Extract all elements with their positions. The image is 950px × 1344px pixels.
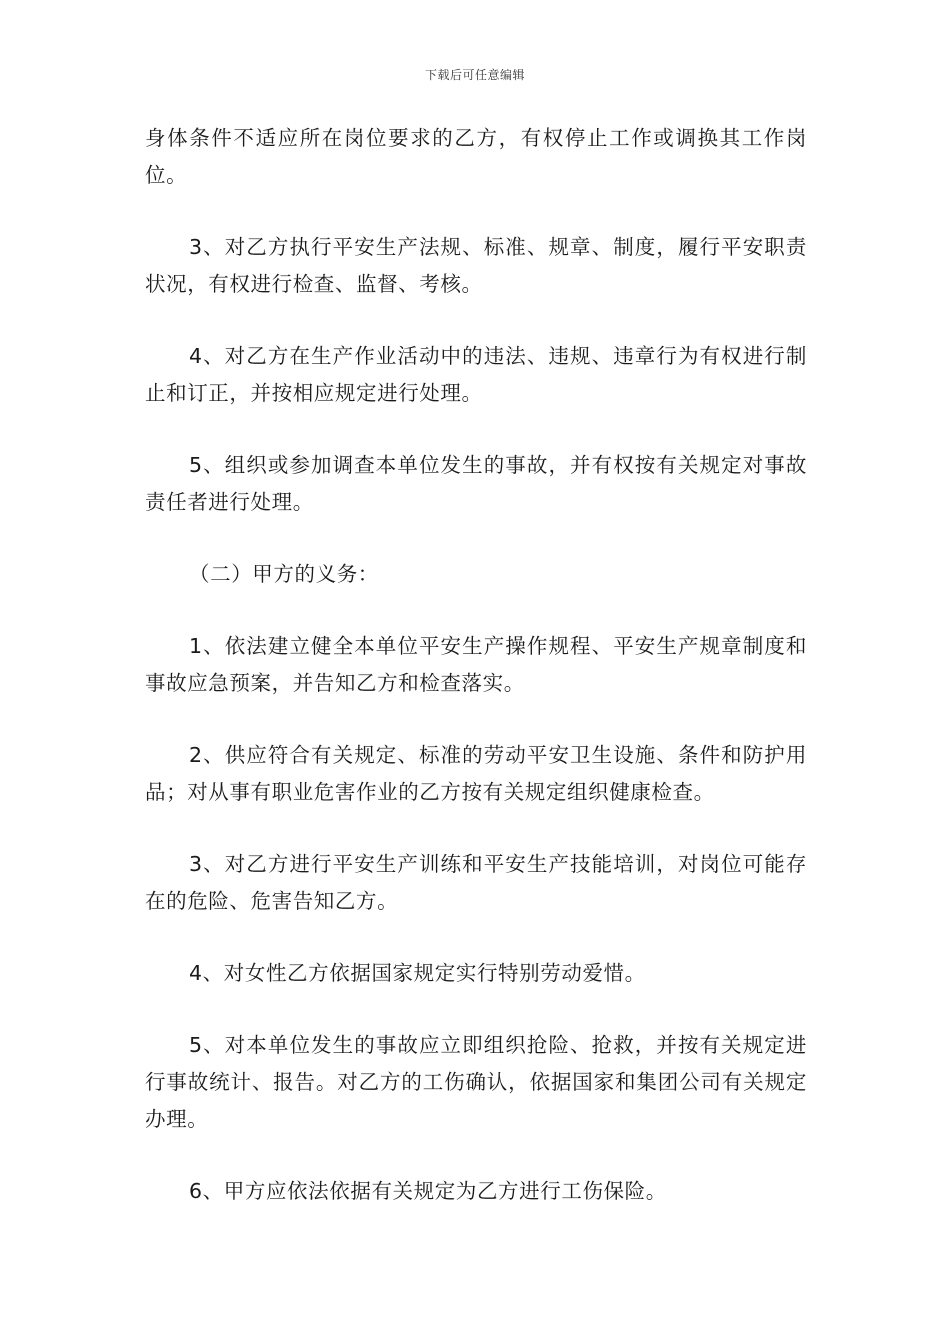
- paragraph-obligation-6: 6、甲方应依法依据有关规定为乙方进行工伤保险。: [189, 1179, 667, 1203]
- section-heading-party-a-obligations: （二）甲方的义务：: [189, 562, 379, 586]
- paragraph-continuation: 身体条件不适应所在岗位要求的乙方，有权停止工作或调换其工作岗位。: [145, 126, 807, 187]
- paragraph-obligation-1: 1、依法建立健全本单位平安生产操作规程、平安生产规章制度和事故应急预案，并告知乙方和检查落实。: [145, 634, 807, 695]
- paragraph-right-3: 3、对乙方执行平安生产法规、标准、规章、制度，履行平安职责状况，有权进行检查、监督、考核。: [145, 235, 807, 296]
- paragraph-obligation-3: 3、对乙方进行平安生产训练和平安生产技能培训，对岗位可能存在的危险、危害告知乙方。: [145, 852, 807, 913]
- paragraph-right-5: 5、组织或参加调查本单位发生的事故，并有权按有关规定对事故责任者进行处理。: [145, 453, 807, 514]
- page-header-note: 下载后可任意编辑: [424, 68, 525, 82]
- paragraph-obligation-5: 5、对本单位发生的事故应立即组织抢险、抢救，并按有关规定进行事故统计、报告。对乙方的工伤确认，依据国家和集团公司有关规定办理。: [145, 1033, 807, 1131]
- paragraph-obligation-4: 4、对女性乙方依据国家规定实行特别劳动爱惜。: [189, 961, 646, 985]
- paragraph-right-4: 4、对乙方在生产作业活动中的违法、违规、违章行为有权进行制止和订正，并按相应规定进行处理。: [145, 344, 807, 405]
- document-body: [145, 120, 807, 1245]
- paragraph-obligation-2: 2、供应符合有关规定、标准的劳动平安卫生设施、条件和防护用品；对从事有职业危害作业的乙方按有关规定组织健康检查。: [145, 743, 807, 804]
